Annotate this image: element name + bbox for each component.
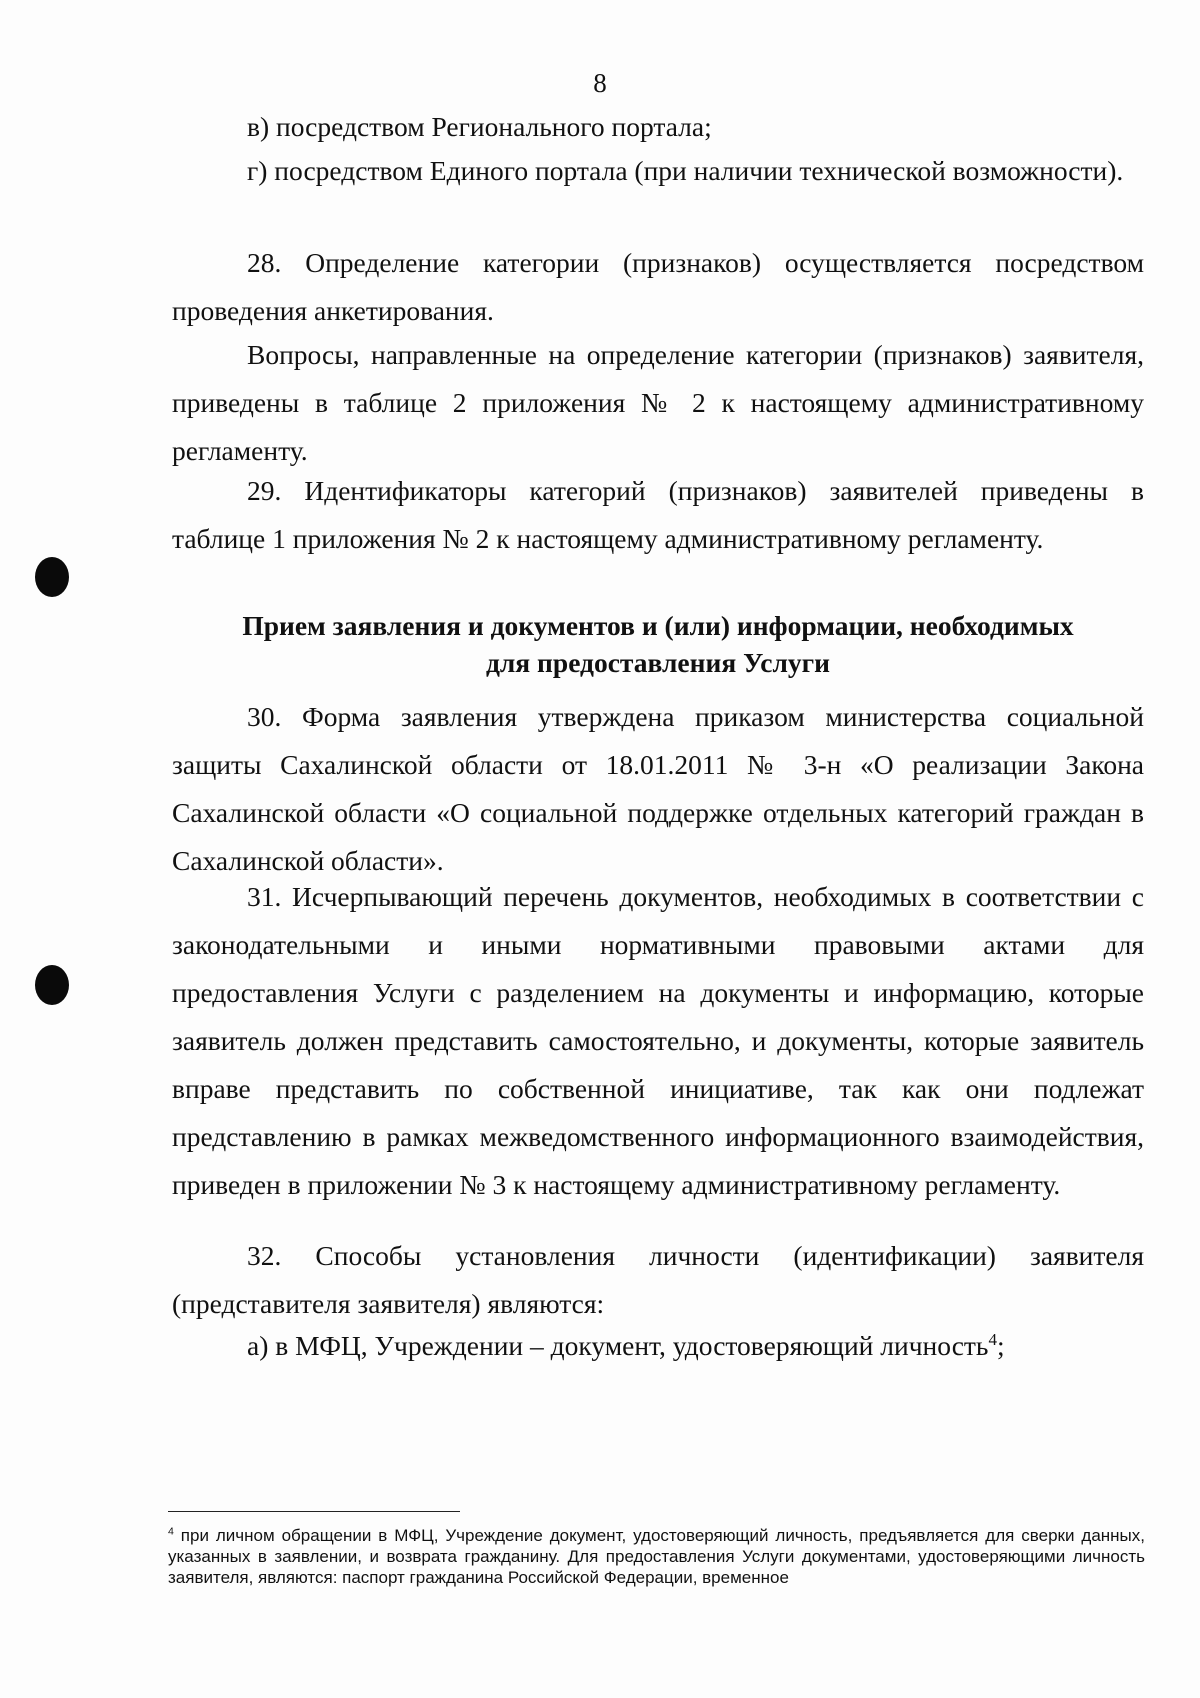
item-a-end: ; — [996, 1330, 1005, 1361]
section-heading-line-2: для предоставления Услуги — [485, 647, 831, 678]
paragraph-29: 29. Идентификаторы категорий (признаков) заявителей приведены в таблице 1 приложения № 2 к настоящему административному регламенту. — [172, 475, 1144, 554]
footnote-text: при личном обращении в МФЦ, Учреждение документ, удостоверяющий личность, предъявляется для сверки данных, указанных в заявлении, и возврата гражданину. Для предоставления Услуги документами, удостоверяющими личность заявителя, являются: паспорт гражданина Российской Федерации, временное — [168, 1526, 1145, 1587]
item-a — [172, 1322, 1144, 1370]
footnote — [168, 1525, 1145, 1588]
item-g: г) посредством Единого портала (при наличии технической возможности). — [247, 155, 1124, 186]
punch-hole-bottom — [35, 965, 69, 1005]
item-v: в) посредством Регионального портала; — [247, 111, 712, 142]
page-number: 8 — [593, 68, 607, 98]
paragraph-28-questions: Вопросы, направленные на определение категории (признаков) заявителя, приведены в таблице 2 приложения № 2 к настоящему административному регламенту. — [172, 339, 1144, 466]
paragraph-28: 28. Определение категории (признаков) осуществляется посредством проведения анкетирования. — [172, 247, 1144, 326]
section-heading — [172, 607, 1144, 681]
paragraph-31: 31. Исчерпывающий перечень документов, необходимых в соответствии с законодательными и иными нормативными правовыми актами для предоставления Услуги с разделением на документы и информацию, которые заявитель должен представить самостоятельно, и документы, которые заявитель вправе представить по собственной инициативе, так как они подлежат представлению в рамках межведомственного информационного взаимодействия, приведен в приложении № 3 к настоящему административному регламенту. — [172, 881, 1144, 1200]
item-a-text: а) в МФЦ, Учреждении – документ, удостоверяющий личность — [247, 1330, 989, 1361]
paragraph-32: 32. Способы установления личности (идентификации) заявителя (представителя заявителя) являются: — [172, 1240, 1144, 1319]
punch-hole-top — [35, 557, 69, 597]
footnote-marker: 4 — [168, 1525, 174, 1538]
footnote-separator — [168, 1511, 460, 1512]
paragraph-30: 30. Форма заявления утверждена приказом министерства социальной защиты Сахалинской области от 18.01.2011 № 3-н «О реализации Закона Сахалинской области «О социальной поддержке отдельных категорий граждан в Сахалинской области». — [172, 701, 1144, 876]
section-heading-line-1: Прием заявления и документов и (или) информации, необходимых — [242, 610, 1074, 641]
footnote-reference[interactable]: 4 — [988, 1329, 997, 1349]
